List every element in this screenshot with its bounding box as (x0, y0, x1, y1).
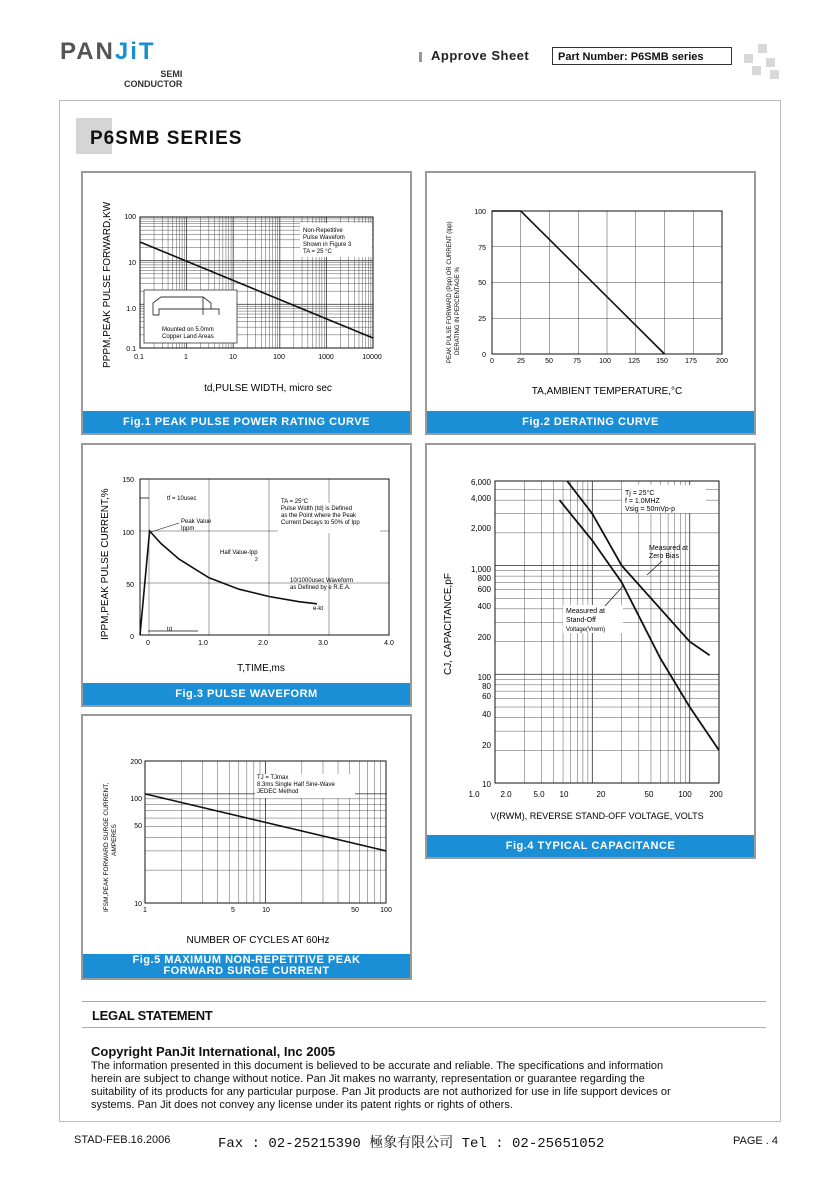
decor-square (770, 70, 779, 79)
fig4-cond: f = 1.0MHZ (625, 498, 660, 505)
inset-label: Mounted on 5.0mm (162, 327, 214, 333)
y-tick: 200 (477, 633, 491, 642)
x-tick: 1.0 (468, 790, 480, 799)
fig1-note: Non-Repetitive (303, 228, 343, 234)
x-tick: 2.0 (258, 640, 268, 647)
y-tick: 0 (482, 352, 486, 359)
fig5-caption-line: Fig.5 MAXIMUM NON-REPETITIVE PEAK (132, 954, 361, 966)
x-tick: 20 (596, 790, 606, 799)
fig1-caption: Fig.1 PEAK PULSE POWER RATING CURVE (83, 411, 410, 433)
logo-semi: SEMI (160, 69, 183, 79)
divider (82, 1027, 766, 1028)
x-tick: 1 (143, 907, 147, 914)
fig4-y-ticks (471, 478, 492, 789)
legal-heading: LEGAL STATEMENT (92, 1008, 213, 1023)
y-tick: 1.0 (126, 306, 136, 313)
x-tick: 50 (351, 907, 359, 914)
fig1-note: TA = 25 °C (303, 249, 332, 255)
y-tick: 60 (482, 692, 491, 701)
fig1-ylabel: PPPM,PEAK PULSE FORWARD,KW (102, 201, 113, 368)
x-tick: 75 (573, 358, 581, 365)
x-tick: 1.0 (198, 640, 208, 647)
fig3-caption: Fig.3 PULSE WAVEFORM (83, 683, 410, 705)
fig3-cond: TA = 25°C (281, 499, 309, 505)
x-tick: 125 (628, 358, 640, 365)
fig4-xlabel: V(RWM), REVERSE STAND-OFF VOLTAGE, VOLTS (490, 811, 704, 821)
x-tick: 10 (559, 790, 569, 799)
fig5-caption (83, 954, 410, 978)
fig5-cond: TJ = TJmax (257, 775, 289, 781)
so-pointer (605, 585, 624, 606)
fig3-td: td (167, 627, 173, 633)
y-tick: 100 (124, 214, 136, 221)
fig3-tf: tf = 10usec (167, 496, 197, 502)
decor-square (766, 58, 775, 67)
fig5-chart (83, 716, 410, 956)
fig2-ticks (474, 209, 728, 365)
x-tick: 100 (678, 790, 692, 799)
decor-square (758, 44, 767, 53)
fig3-ylabel: IPPM,PEAK PULSE CURRENT,% (100, 488, 111, 640)
fig3-cond: Current Decays to 50% of Ipp (281, 520, 360, 526)
fig3-half-sub: 2 (255, 557, 258, 563)
x-tick: 1 (184, 354, 188, 361)
fig1-note: Pulse Wavefom (303, 235, 345, 241)
fig1-panel (81, 171, 412, 435)
y-tick: 400 (477, 602, 491, 611)
fig3-cond: as the Point where the Peak (281, 513, 357, 519)
copyright: Copyright PanJit International, Inc 2005 (91, 1044, 336, 1059)
contact-line: Fax : 02-25215390 極象有限公司 Tel : 02-25651052 (218, 1136, 605, 1152)
legal-body (91, 1060, 691, 1112)
y-tick: 0.1 (126, 346, 136, 353)
fig3-wave: 10/1000usec Waveform (290, 578, 354, 584)
y-tick: 10 (134, 901, 142, 908)
x-tick: 150 (656, 358, 668, 365)
x-tick: 25 (517, 358, 525, 365)
legal-line: herein are subject to change without notice. Pan Jit makes no warranty, representation or guarantee regarding the (91, 1073, 645, 1085)
divider (82, 1001, 766, 1002)
fig1-y-ticks (124, 214, 136, 353)
fig5-ylabel: IFSM,PEAK FORWARD SURGE CURRENT, (103, 782, 110, 912)
fig2-panel (425, 171, 756, 435)
fig4-zero-label: Measured at (649, 545, 688, 552)
fig3-ekt: e-kt (313, 606, 324, 612)
legal-line: suitability of its products for any particular purpose. Pan Jit products are not authorized for use in life support devices or (91, 1086, 671, 1098)
fig1-note: Shown in Figure 3 (303, 242, 352, 248)
x-tick: 4.0 (384, 640, 394, 647)
fig4-chart (427, 445, 754, 837)
fig2-ylabel: DERATING IN PERCENTAGE % (455, 267, 461, 355)
y-tick: 6,000 (470, 478, 491, 487)
fig5-ylabel: AMPERES (111, 824, 118, 856)
fig4-cond: Tj = 25°C (625, 490, 655, 497)
fig1-xlabel: td,PULSE WIDTH, micro sec (204, 383, 332, 394)
fig5-caption-line: FORWARD SURGE CURRENT (163, 965, 330, 977)
fig5-cond: 8.3ms Single Half Sine-Wave (257, 782, 335, 788)
part-number-box: Part Number: P6SMB series (552, 47, 732, 65)
fig2-caption: Fig.2 DERATING CURVE (427, 411, 754, 433)
y-tick: 100 (474, 209, 486, 216)
y-tick: 0 (130, 634, 134, 641)
x-tick: 50 (545, 358, 553, 365)
fig1-inset (144, 290, 237, 343)
y-tick: 100 (477, 673, 491, 682)
x-tick: 10 (262, 907, 270, 914)
x-tick: 1000 (318, 354, 334, 361)
fig3-peak: Ippm (181, 526, 195, 532)
legal-line: systems. Pan Jit does not convey any license under its patent rights or rights of others. (91, 1099, 513, 1111)
y-tick: 4,000 (470, 494, 491, 503)
fig5-panel (81, 714, 412, 980)
fig2-ylabel: PEAK PULSE FORWARD (Ppp) OR CURRENT (Ipp) (447, 221, 453, 363)
y-tick: 10 (128, 260, 136, 267)
fig1-chart (83, 173, 410, 413)
fig3-panel (81, 443, 412, 707)
x-tick: 200 (709, 790, 723, 799)
fig3-xlabel: T,TIME,ms (237, 663, 285, 674)
fig4-caption: Fig.4 TYPICAL CAPACITANCE (427, 835, 754, 857)
logo-conductor: CONDUCTOR (124, 79, 183, 89)
fig3-chart (83, 445, 410, 683)
x-tick: 2.0 (500, 790, 512, 799)
y-tick: 50 (478, 280, 486, 287)
x-tick: 5 (231, 907, 235, 914)
fig5-xlabel: NUMBER OF CYCLES AT 60Hz (186, 935, 330, 946)
decor-square (744, 54, 753, 63)
x-tick: 175 (685, 358, 697, 365)
approve-sheet-label: Approve Sheet (431, 48, 530, 63)
zero-pointer (647, 561, 662, 575)
y-tick: 40 (482, 710, 491, 719)
x-tick: 5.0 (533, 790, 545, 799)
fig2-xlabel: TA,AMBIENT TEMPERATURE,°C (531, 386, 683, 397)
fig3-peak: Peak Value (181, 519, 212, 525)
x-tick: 3.0 (318, 640, 328, 647)
y-tick: 75 (478, 245, 486, 252)
y-tick: 80 (482, 682, 491, 691)
fig5-cond: JEDEC Method (257, 789, 299, 795)
approve-marker (419, 52, 422, 62)
company-logo (60, 38, 156, 66)
fig4-so-label: Measured at (566, 608, 605, 615)
fig3-cond: Pulse Width (td) is Defined (281, 506, 353, 512)
fig3-ticks (122, 477, 394, 647)
x-tick: 100 (273, 354, 285, 361)
inset-label: Copper Land Areas (162, 334, 214, 340)
fig4-so-label: Voltage(Vrwm) (566, 627, 606, 633)
y-tick: 800 (477, 574, 491, 583)
fig4-ticks (468, 790, 723, 799)
y-tick: 50 (134, 823, 142, 830)
x-tick: 0 (146, 640, 150, 647)
fig3-half: Half Value-Ipp (220, 550, 258, 556)
y-tick: 20 (482, 741, 491, 750)
y-tick: 100 (130, 796, 142, 803)
y-tick: 200 (130, 759, 142, 766)
fig2-chart (427, 173, 754, 413)
x-tick: 0.1 (134, 354, 144, 361)
x-tick: 0 (490, 358, 494, 365)
y-tick: 25 (478, 316, 486, 323)
x-tick: 100 (380, 907, 392, 914)
x-tick: 100 (599, 358, 611, 365)
y-tick: 10 (482, 780, 491, 789)
x-tick: 10 (229, 354, 237, 361)
peak-pointer (151, 523, 179, 532)
legal-line: The information presented in this document is believed to be accurate and reliable. The specifications and information (91, 1060, 664, 1072)
logo-jit-text: JiT (114, 38, 156, 65)
x-tick: 10000 (362, 354, 382, 361)
decor-square (752, 66, 761, 75)
y-tick: 50 (126, 582, 134, 589)
fig2-grid (492, 211, 722, 354)
fig4-cond: Vsig = 50mVp-p (625, 506, 675, 513)
logo-pan-text: PAN (60, 38, 115, 65)
x-tick: 50 (644, 790, 654, 799)
fig4-zero-label: Zero Bias (649, 553, 679, 560)
x-tick: 200 (716, 358, 728, 365)
fig4-panel (425, 443, 756, 859)
fig4-ylabel: CJ, CAPACITANCE,pF (443, 573, 454, 675)
page-title: P6SMB SERIES (90, 128, 243, 149)
fig4-so-label: Stand-Off (566, 617, 596, 624)
y-tick: 2,000 (470, 524, 491, 533)
page-number: PAGE . 4 (733, 1135, 779, 1147)
y-tick: 150 (122, 477, 134, 484)
logo-subtitle (124, 69, 182, 89)
fig3-wave: as Defined by e R.E.A. (290, 585, 351, 591)
y-tick: 1,000 (470, 565, 491, 574)
doc-code: STAD-FEB.16.2006 (74, 1134, 171, 1146)
y-tick: 600 (477, 585, 491, 594)
fig1-x-ticks (134, 354, 382, 361)
y-tick: 100 (122, 530, 134, 537)
